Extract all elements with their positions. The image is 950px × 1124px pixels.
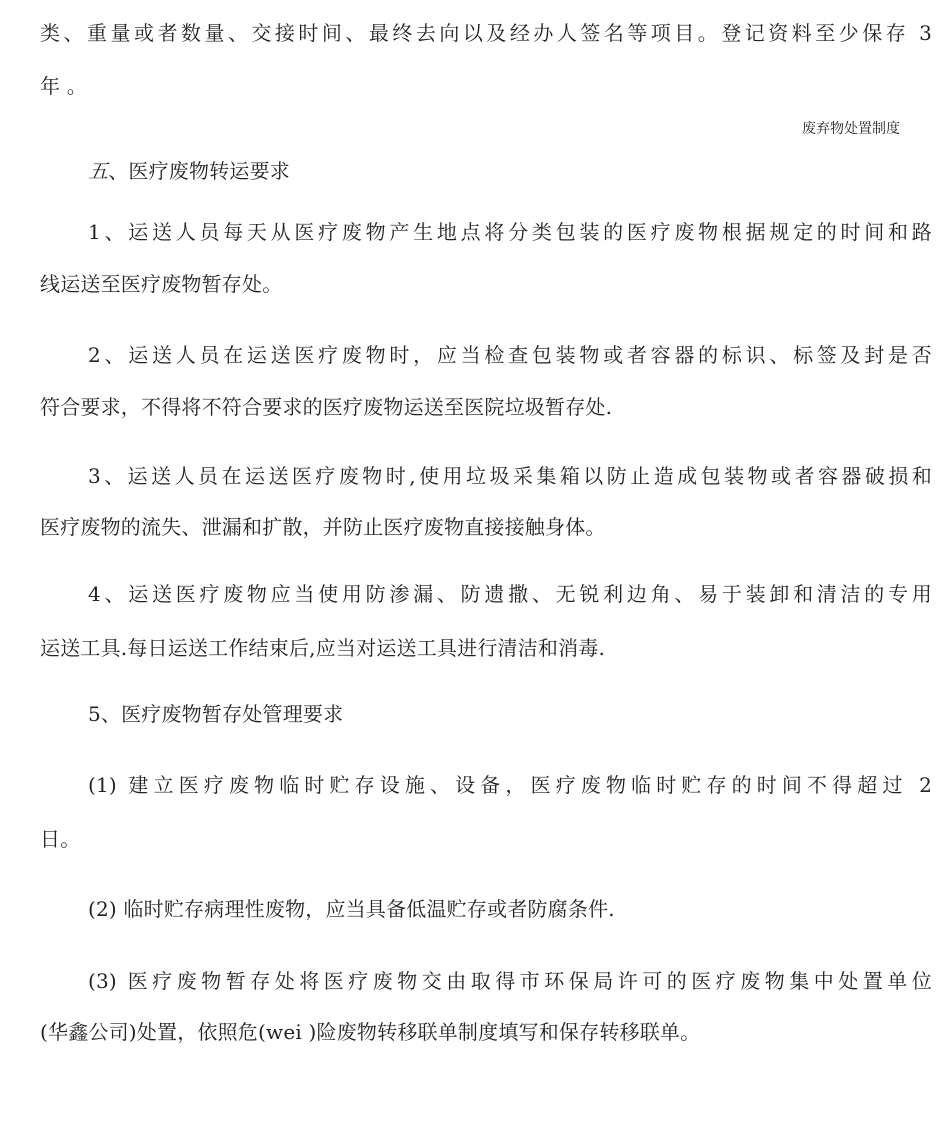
item-1-line-1: 1、运送人员每天从医疗废物产生地点将分类包装的医疗废物根据规定的时间和路: [88, 220, 932, 244]
item-1-line-2: 线运送至医疗废物暂存处。: [40, 272, 283, 296]
item-3-line-1: 3、运送人员在运送医疗废物时,使用垃圾采集箱以防止造成包装物或者容器破损和: [88, 464, 932, 488]
item-4-line-2: 运送工具.每日运送工作结束后,应当对运送工具进行清洁和消毒.: [40, 636, 606, 660]
item-5-line-1: 5、医疗废物暂存处管理要求: [88, 702, 344, 726]
subitem-1-line-1: (1) 建立医疗废物临时贮存设施、设备，医疗废物临时贮存的时间不得超过 2: [88, 773, 932, 797]
subitem-3-line-1: (3) 医疗废物暂存处将医疗废物交由取得市环保局许可的医疗废物集中处置单位: [88, 969, 932, 993]
subitem-2-line-1: (2) 临时贮存病理性废物，应当具备低温贮存或者防腐条件.: [88, 897, 615, 921]
item-4-line-1: 4、运送医疗废物应当使用防渗漏、防遗撒、无锐利边角、易于装卸和清洁的专用: [88, 582, 932, 606]
running-header: 废弃物处置制度: [802, 121, 900, 137]
section-title: 、医疗废物转运要求: [108, 159, 291, 183]
section-heading: [88, 157, 932, 185]
item-3-line-2: 医疗废物的流失、泄漏和扩散，并防止医疗废物直接接触身体。: [40, 515, 606, 539]
item-2-line-1: 2、运送人员在运送医疗废物时，应当检查包装物或者容器的标识、标签及封是否: [88, 343, 932, 367]
subitem-3-line-2: (华鑫公司)处置，依照危(wei )险废物转移联单制度填写和保存转移联单。: [40, 1020, 701, 1044]
section-number: 五: [88, 159, 109, 183]
intro-line-2: 年 。: [40, 74, 87, 98]
subitem-1-line-2: 日。: [40, 827, 81, 851]
item-2-line-2: 符合要求，不得将不符合要求的医疗废物运送至医院垃圾暂存处.: [40, 395, 613, 419]
intro-line-1: 类、重量或者数量、交接时间、最终去向以及经办人签名等项目。登记资料至少保存 3: [40, 21, 932, 45]
